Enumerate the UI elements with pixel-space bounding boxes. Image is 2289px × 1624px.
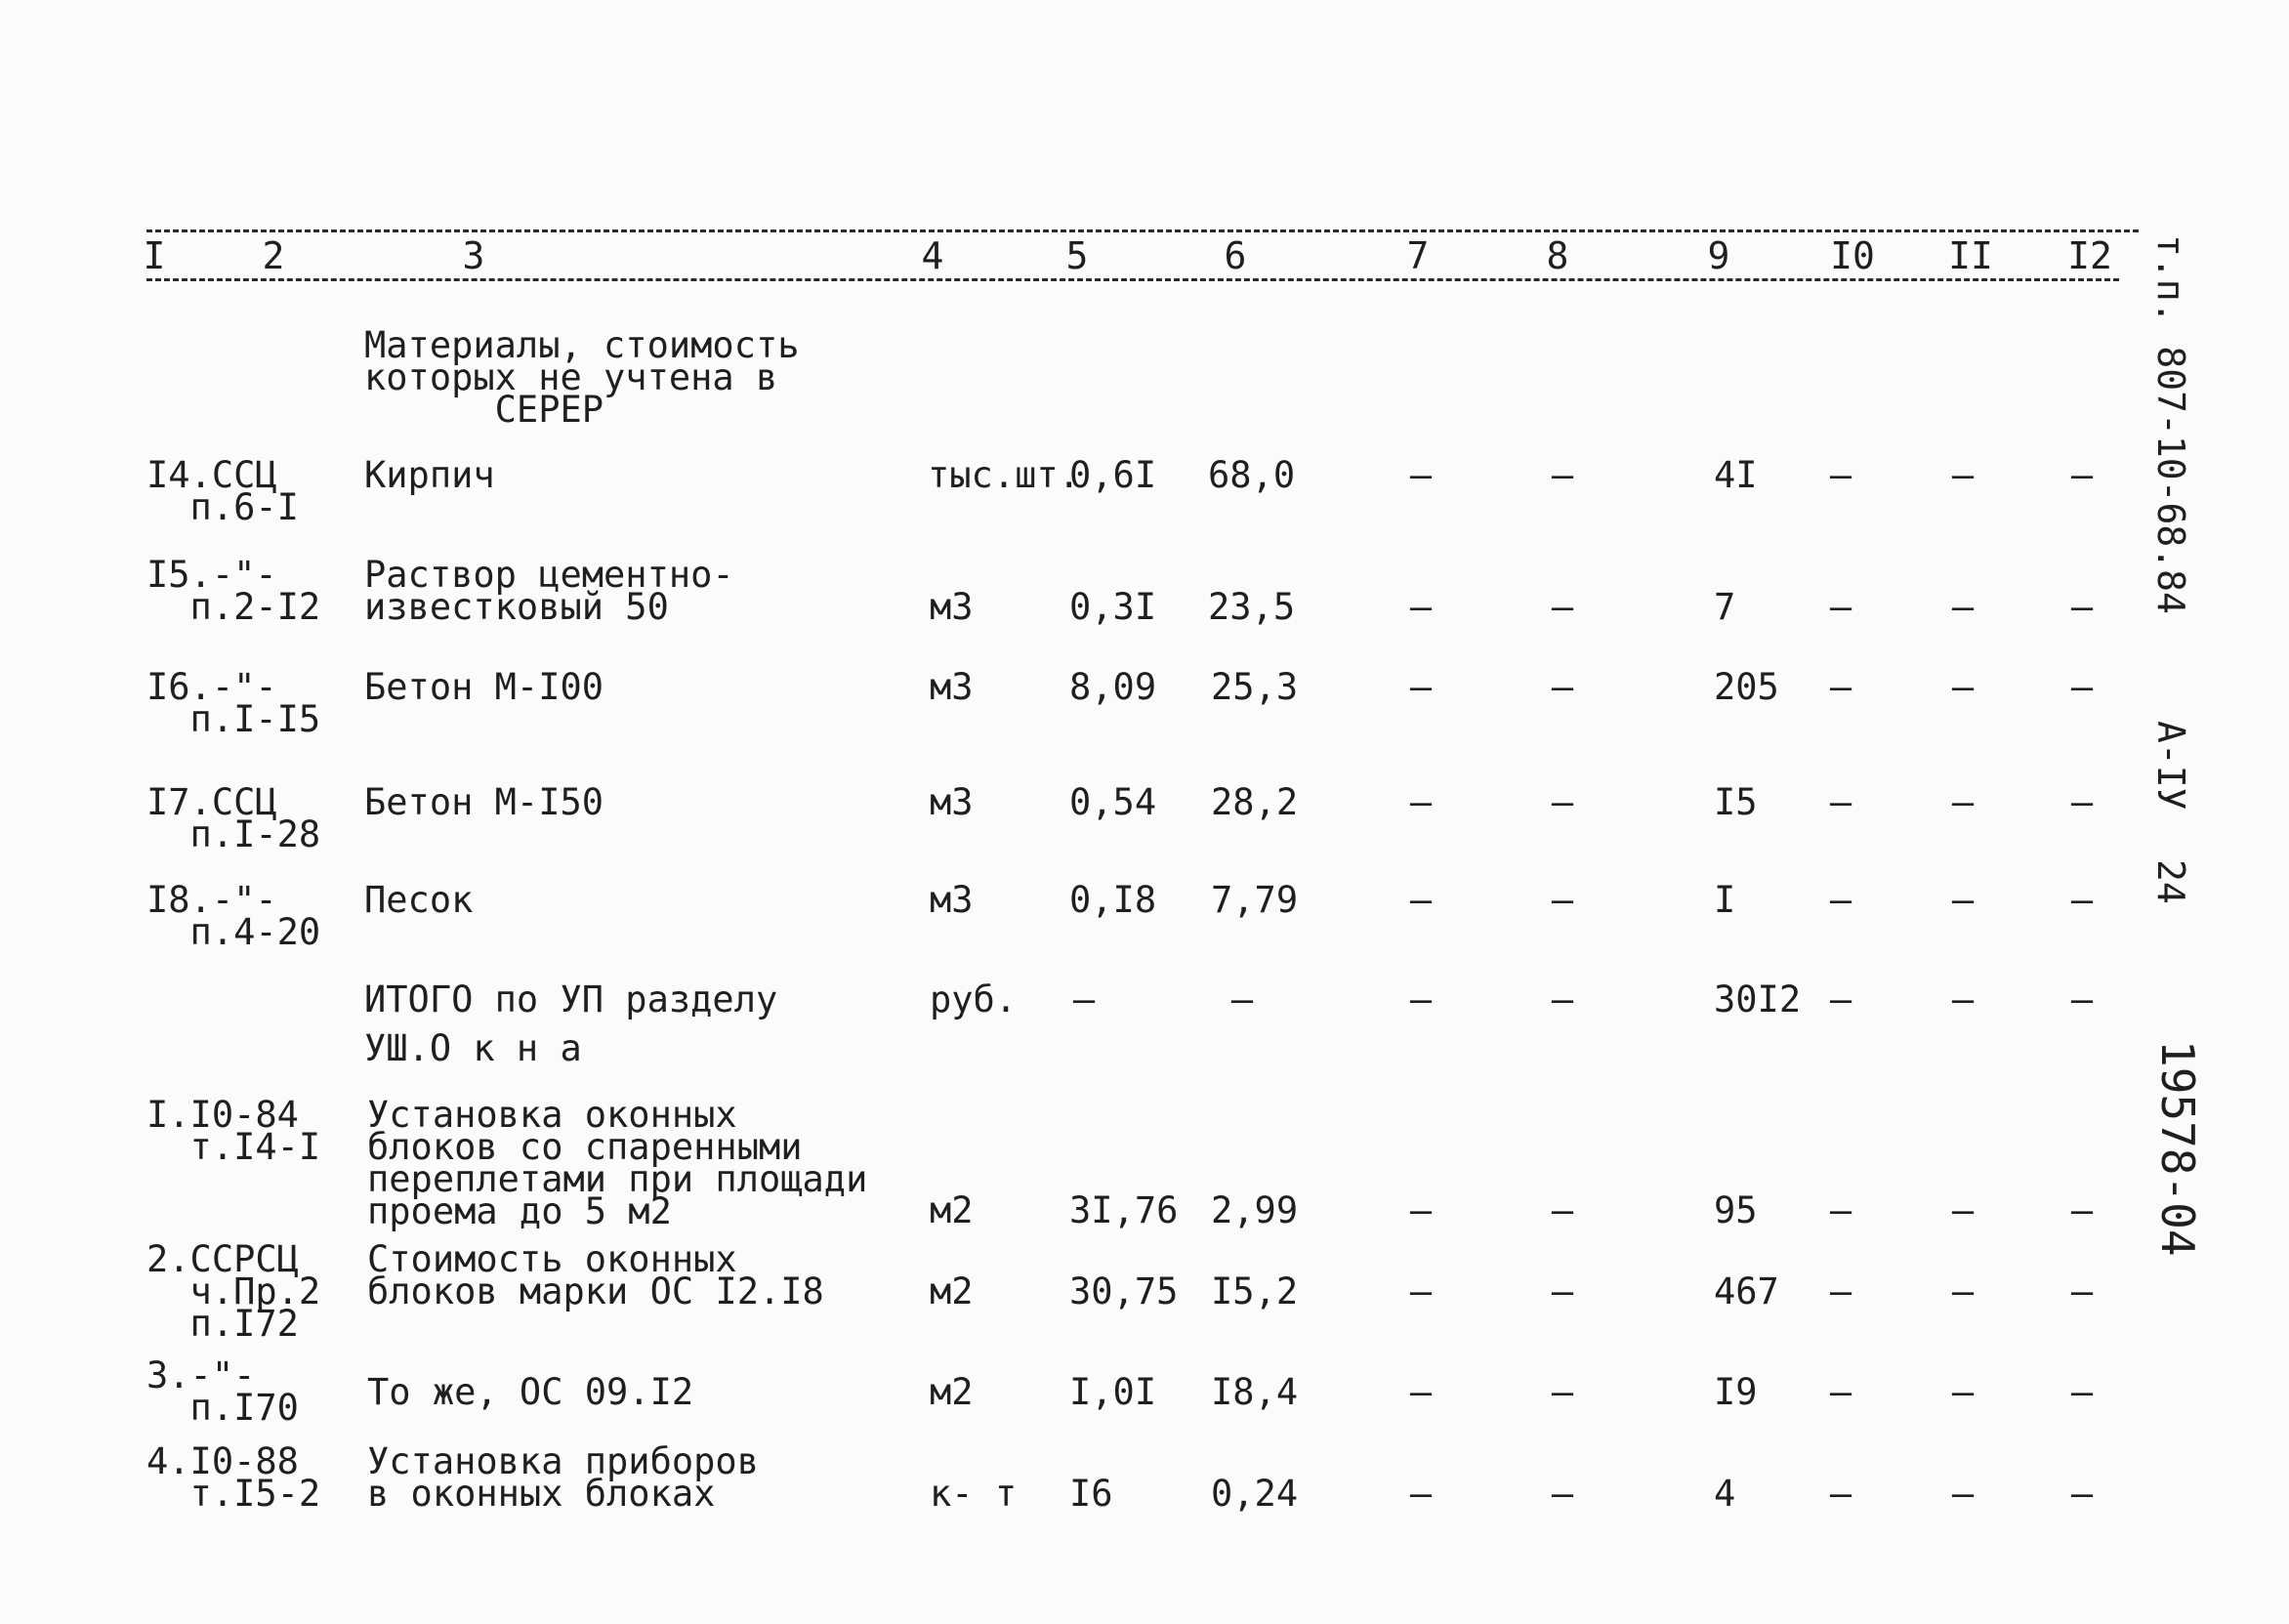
row-col11: – (1951, 666, 1975, 708)
section-total-label: ИТОГО по УП разделу (364, 979, 778, 1020)
row-col10: – (1829, 666, 1852, 708)
row-ref: I7.ССЦ п.I-28 (146, 781, 321, 855)
row-ref: 3.-"- п.I70 (146, 1354, 299, 1429)
row-col7: – (1409, 979, 1433, 1020)
row-desc: Бетон М-I00 (364, 666, 604, 708)
row-col11: – (1951, 1189, 1975, 1231)
row-col12: – (2070, 1473, 2094, 1515)
row-col11: – (1951, 979, 1975, 1020)
row-col8: – (1551, 666, 1574, 708)
row-qty: 0,3I (1069, 586, 1157, 628)
row-total: 4I (1714, 454, 1758, 496)
column-header-5: 5 (1065, 234, 1089, 277)
section-heading: УШ.О к н а (364, 1027, 582, 1069)
row-total: 205 (1714, 666, 1779, 708)
row-col10: – (1829, 979, 1852, 1020)
row-price: I8,4 (1211, 1371, 1299, 1413)
row-qty: 0,I8 (1069, 879, 1157, 921)
row-ref: I8.-"- п.4-20 (146, 879, 321, 953)
row-qty: 3I,76 (1069, 1189, 1179, 1231)
row-col8: – (1551, 454, 1574, 496)
row-qty: – (1072, 979, 1096, 1020)
row-col12: – (2070, 1270, 2094, 1312)
column-header-7: 7 (1406, 234, 1430, 277)
column-header-4: 4 (921, 234, 944, 277)
row-price: 7,79 (1211, 879, 1299, 921)
row-col10: – (1829, 1189, 1852, 1231)
row-total: 95 (1714, 1189, 1758, 1231)
inventory-number-stamp: 19578-04 (2151, 1040, 2204, 1257)
row-total: 467 (1714, 1270, 1779, 1312)
row-unit: м3 (930, 781, 974, 823)
row-col12: – (2070, 979, 2094, 1020)
row-unit: м2 (930, 1270, 974, 1312)
row-col10: – (1829, 454, 1852, 496)
row-unit: тыс.шт. (928, 454, 1080, 496)
row-col8: – (1551, 879, 1574, 921)
row-col12: – (2070, 666, 2094, 708)
row-desc: Песок (364, 879, 474, 921)
row-col10: – (1829, 781, 1852, 823)
row-col8: – (1551, 1189, 1574, 1231)
row-unit: руб. (930, 979, 1018, 1020)
row-col8: – (1551, 979, 1574, 1020)
row-desc: Бетон М-I50 (364, 781, 604, 823)
row-ref: I4.ССЦ п.6-I (146, 454, 299, 528)
row-col12: – (2070, 454, 2094, 496)
row-col11: – (1951, 1371, 1975, 1413)
row-col11: – (1951, 1270, 1975, 1312)
row-ref: 2.ССРСЦ ч.Пр.2 п.I72 (146, 1238, 321, 1345)
row-col8: – (1551, 1473, 1574, 1515)
row-price: 0,24 (1211, 1473, 1299, 1515)
row-col7: – (1409, 1473, 1433, 1515)
row-unit: м2 (930, 1371, 974, 1413)
row-desc: Раствор цементно- известковый 50 (364, 554, 734, 628)
column-header-6: 6 (1224, 234, 1247, 277)
row-col7: – (1409, 666, 1433, 708)
row-desc: То же, ОС 09.I2 (367, 1371, 694, 1413)
column-header-11: II (1948, 234, 1993, 277)
row-col7: – (1409, 586, 1433, 628)
row-col11: – (1951, 781, 1975, 823)
row-col8: – (1551, 1371, 1574, 1413)
row-price: 68,0 (1208, 454, 1296, 496)
row-col8: – (1551, 1270, 1574, 1312)
row-price: I5,2 (1211, 1270, 1299, 1312)
column-header-9: 9 (1707, 234, 1730, 277)
row-col12: – (2070, 1189, 2094, 1231)
column-header-3: 3 (462, 234, 485, 277)
row-unit: м3 (930, 586, 974, 628)
row-total: I (1714, 879, 1736, 921)
row-unit: м3 (930, 666, 974, 708)
column-header-2: 2 (262, 234, 285, 277)
row-price: – (1230, 979, 1254, 1020)
album-stamp: А-IУ (2149, 721, 2192, 811)
row-total: I5 (1714, 781, 1758, 823)
row-col7: – (1409, 454, 1433, 496)
row-col11: – (1951, 454, 1975, 496)
row-unit: м2 (930, 1189, 974, 1231)
materials-heading: Материалы, стоимость которых не учтена в СЕРЕР (364, 324, 800, 431)
row-ref: I6.-"- п.I-I5 (146, 666, 321, 740)
row-desc: Установка приборов в оконных блоках (367, 1440, 759, 1515)
row-col10: – (1829, 879, 1852, 921)
row-desc: Кирпич (364, 454, 495, 496)
row-total: 7 (1714, 586, 1736, 628)
column-header-8: 8 (1546, 234, 1569, 277)
row-col7: – (1409, 1371, 1433, 1413)
row-qty: 8,09 (1069, 666, 1157, 708)
section-total-value: 30I2 (1714, 979, 1802, 1020)
row-unit: к- т (930, 1473, 1018, 1515)
row-qty: 30,75 (1069, 1270, 1179, 1312)
row-col8: – (1551, 781, 1574, 823)
row-col7: – (1409, 1189, 1433, 1231)
row-ref: 4.I0-88 т.I5-2 (146, 1440, 321, 1515)
row-col8: – (1551, 586, 1574, 628)
row-price: 23,5 (1208, 586, 1296, 628)
row-unit: м3 (930, 879, 974, 921)
header-top-rule (146, 229, 2139, 232)
row-col10: – (1829, 586, 1852, 628)
row-price: 28,2 (1211, 781, 1299, 823)
row-ref: I5.-"- п.2-I2 (146, 554, 321, 628)
page-number-stamp: 24 (2149, 859, 2192, 904)
row-col7: – (1409, 781, 1433, 823)
row-price: 25,3 (1211, 666, 1299, 708)
row-col12: – (2070, 879, 2094, 921)
row-col7: – (1409, 879, 1433, 921)
row-col12: – (2070, 1371, 2094, 1413)
row-qty: I6 (1069, 1473, 1113, 1515)
row-ref: I.I0-84 т.I4-I (146, 1094, 321, 1168)
row-col10: – (1829, 1270, 1852, 1312)
header-bottom-rule (146, 278, 2119, 281)
column-header-10: I0 (1830, 234, 1875, 277)
row-total: I9 (1714, 1371, 1758, 1413)
row-col11: – (1951, 1473, 1975, 1515)
row-price: 2,99 (1211, 1189, 1299, 1231)
row-col10: – (1829, 1371, 1852, 1413)
row-col10: – (1829, 1473, 1852, 1515)
row-col7: – (1409, 1270, 1433, 1312)
row-col12: – (2070, 586, 2094, 628)
row-qty: 0,54 (1069, 781, 1157, 823)
row-total: 4 (1714, 1473, 1736, 1515)
row-col12: – (2070, 781, 2094, 823)
row-col11: – (1951, 879, 1975, 921)
row-col11: – (1951, 586, 1975, 628)
row-desc: Стоимость оконных блоков марки ОС I2.I8 (367, 1238, 824, 1312)
column-header-1: I (143, 234, 166, 277)
row-qty: I,0I (1069, 1371, 1157, 1413)
column-header-12: I2 (2067, 234, 2112, 277)
row-qty: 0,6I (1069, 454, 1157, 496)
project-code-stamp: т.п. 807-10-68.84 (2149, 234, 2192, 614)
row-desc: Установка оконных блоков со спаренными переплетами при площади проема до 5 м2 (367, 1094, 868, 1232)
